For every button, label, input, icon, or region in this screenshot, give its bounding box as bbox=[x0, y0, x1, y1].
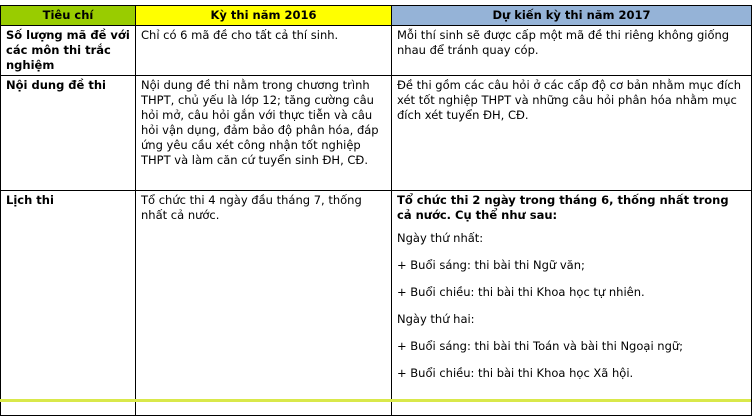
cell-2016: Chỉ có 6 mã đề cho tất cả thí sinh. bbox=[136, 26, 392, 76]
header-criteria: Tiêu chí bbox=[1, 6, 136, 26]
table-row bbox=[1, 26, 752, 76]
criterion-cell: Nội dung đề thi bbox=[1, 76, 136, 191]
schedule-day1: Ngày thứ nhất: bbox=[397, 231, 484, 245]
table-row bbox=[1, 76, 752, 191]
cell-2017: Mỗi thí sinh sẽ được cấp một mã đề thi riêng không giống nhau để tránh quay cóp. bbox=[392, 26, 752, 76]
bottom-highlight-bar bbox=[0, 399, 751, 402]
exam-comparison-table bbox=[0, 5, 752, 416]
cell-2016: Tổ chức thi 4 ngày đầu tháng 7, thống nhất cả nước. bbox=[136, 191, 392, 416]
cell-2016: Nội dung đề thi nằm trong chương trình THPT, chủ yếu là lớp 12; tăng cường câu hỏi mở, câu hỏi gắn với thực tiễn và câu hỏi vận dụng, đảm bảo độ phân hóa, đáp ứng yêu cầu xét công nhận tốt nghiệp THPT và làm căn cứ tuyển sinh ĐH, CĐ. bbox=[136, 76, 392, 191]
header-2016: Kỳ thi năm 2016 bbox=[136, 6, 392, 26]
schedule-day1-morning: + Buổi sáng: thi bài thi Ngữ văn; bbox=[397, 258, 585, 272]
schedule-day2-morning: + Buổi sáng: thi bài thi Toán và bài thi Ngoại ngữ; bbox=[397, 339, 684, 353]
header-2017: Dự kiến kỳ thi năm 2017 bbox=[392, 6, 752, 26]
schedule-day1-afternoon: + Buổi chiều: thi bài thi Khoa học tự nhiên. bbox=[397, 285, 645, 299]
schedule-day2-afternoon: + Buổi chiều: thi bài thi Khoa học Xã hội. bbox=[397, 366, 634, 380]
cell-2017: Đề thi gồm các câu hỏi ở các cấp độ cơ bản nhằm mục đích xét tốt nghiệp THPT và những câu hỏi phân hóa nhằm mục đích xét tuyển ĐH, CĐ. bbox=[392, 76, 752, 191]
schedule-day2: Ngày thứ hai: bbox=[397, 312, 475, 326]
criterion-cell: Số lượng mã đề với các môn thi trắc nghiệm bbox=[1, 26, 136, 76]
schedule-cell-2017 bbox=[392, 191, 752, 416]
header-row bbox=[1, 6, 752, 26]
table-row bbox=[1, 191, 752, 416]
criterion-cell: Lịch thi bbox=[1, 191, 136, 416]
schedule-lead: Tổ chức thi 2 ngày trong tháng 6, thống nhất trong cả nước. Cụ thể như sau: bbox=[397, 193, 729, 222]
